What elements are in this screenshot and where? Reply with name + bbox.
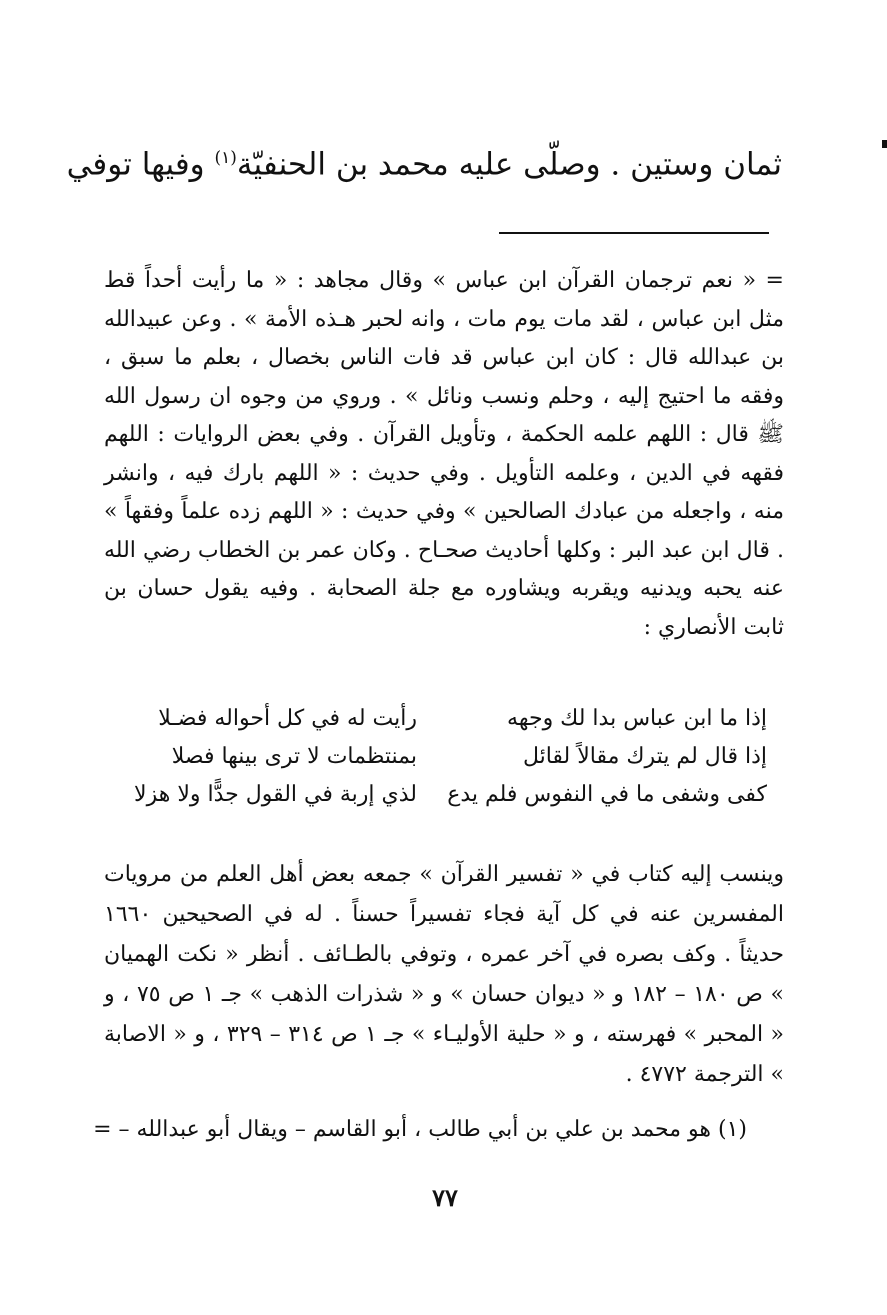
verse-first-hemistich: إذا قال لم يترك مقالاً لقائل [522, 744, 767, 769]
bibliography-paragraph: وينسب إليه كتاب في « تفسير القرآن » جمعه بعض أهل العلم من مرويات المفسرين عنه في كل آية فجاء تفسيراً حسناً . له في الصحيحين ١٦٦٠ حديثاً . وكف بصره في آخر عمره ، وتوفي بالطـائف . أنظر « نكت الهميان » ص ١٨٠ – ١٨٢ و « ديوان حسان » و « شذرات الذهب » جـ ١ ص ٧٥ ، و « المحبر » فهرسته ، و « حلية الأوليـاء » جـ ١ ص ٣١٤ – ٣٢٩ ، و « الاصابة » الترجمة ٤٧٧٢ . [104, 862, 784, 1087]
footnote-reference: (١) [214, 148, 237, 168]
verse-second-hemistich: بمنتظمات لا ترى بينها فصلا [171, 744, 417, 769]
verse-first-hemistich: إذا ما ابن عباس بدا لك وجهه [507, 706, 767, 731]
footnote-divider [499, 232, 769, 234]
main-text-continuation: وفيها توفي [66, 146, 215, 183]
page-number: ٧٧ [432, 1183, 458, 1212]
footnote: (١) هو محمد بن علي بن أبي طالب ، أبو القاسم – ويقال أبو عبدالله – = [93, 1117, 747, 1142]
poem-verse [107, 738, 767, 776]
poem [107, 700, 767, 814]
verse-second-hemistich: لذي إربة في القول جدًّا ولا هزلا [134, 782, 417, 807]
bibliography-section [104, 855, 784, 1095]
verse-first-hemistich: كفى وشفى ما في النفوس فلم يدع [447, 782, 767, 807]
poem-verse [107, 776, 767, 814]
notes-section [104, 262, 784, 647]
notes-paragraph: = « نعم ترجمان القرآن ابن عباس » وقال مجاهد : « ما رأيت أحداً قط مثل ابن عباس ، لقد مات يوم مات ، وانه لحبر هـذه الأمة » . وعن عبيدالله بن عبدالله قال : كان ابن عباس قد فات الناس بخصال ، بعلم ما سبق ، وفقه ما احتيج إليه ، وحلم ونسب ونائل » . وروي من وجوه ان رسول الله ﷺ قال : اللهم علمه الحكمة ، وتأويل القرآن . وفي بعض الروايات : اللهم فقهه في الدين ، وعلمه التأويل . وفي حديث : « اللهم بارك فيه ، وانشر منه ، واجعله من عبادك الصالحين » وفي حديث : « اللهم زده علماً وفقهاً » . قال ابن عبد البر : وكلها أحاديث صحـاح . وكان عمر بن الخطاب رضي الله عنه يحبه ويدنيه ويقربه ويشاوره مع جلة الصحابة . وفيه يقول حسان بن ثابت الأنصاري : [104, 268, 784, 640]
main-text: ثمان وستين . وصلّى عليه محمد بن الحنفيّة [236, 146, 782, 183]
poem-verse [107, 700, 767, 738]
verse-second-hemistich: رأيت له في كل أحواله فضـلا [158, 706, 417, 731]
page-edge-mark [882, 140, 887, 148]
main-text-line [66, 128, 782, 194]
